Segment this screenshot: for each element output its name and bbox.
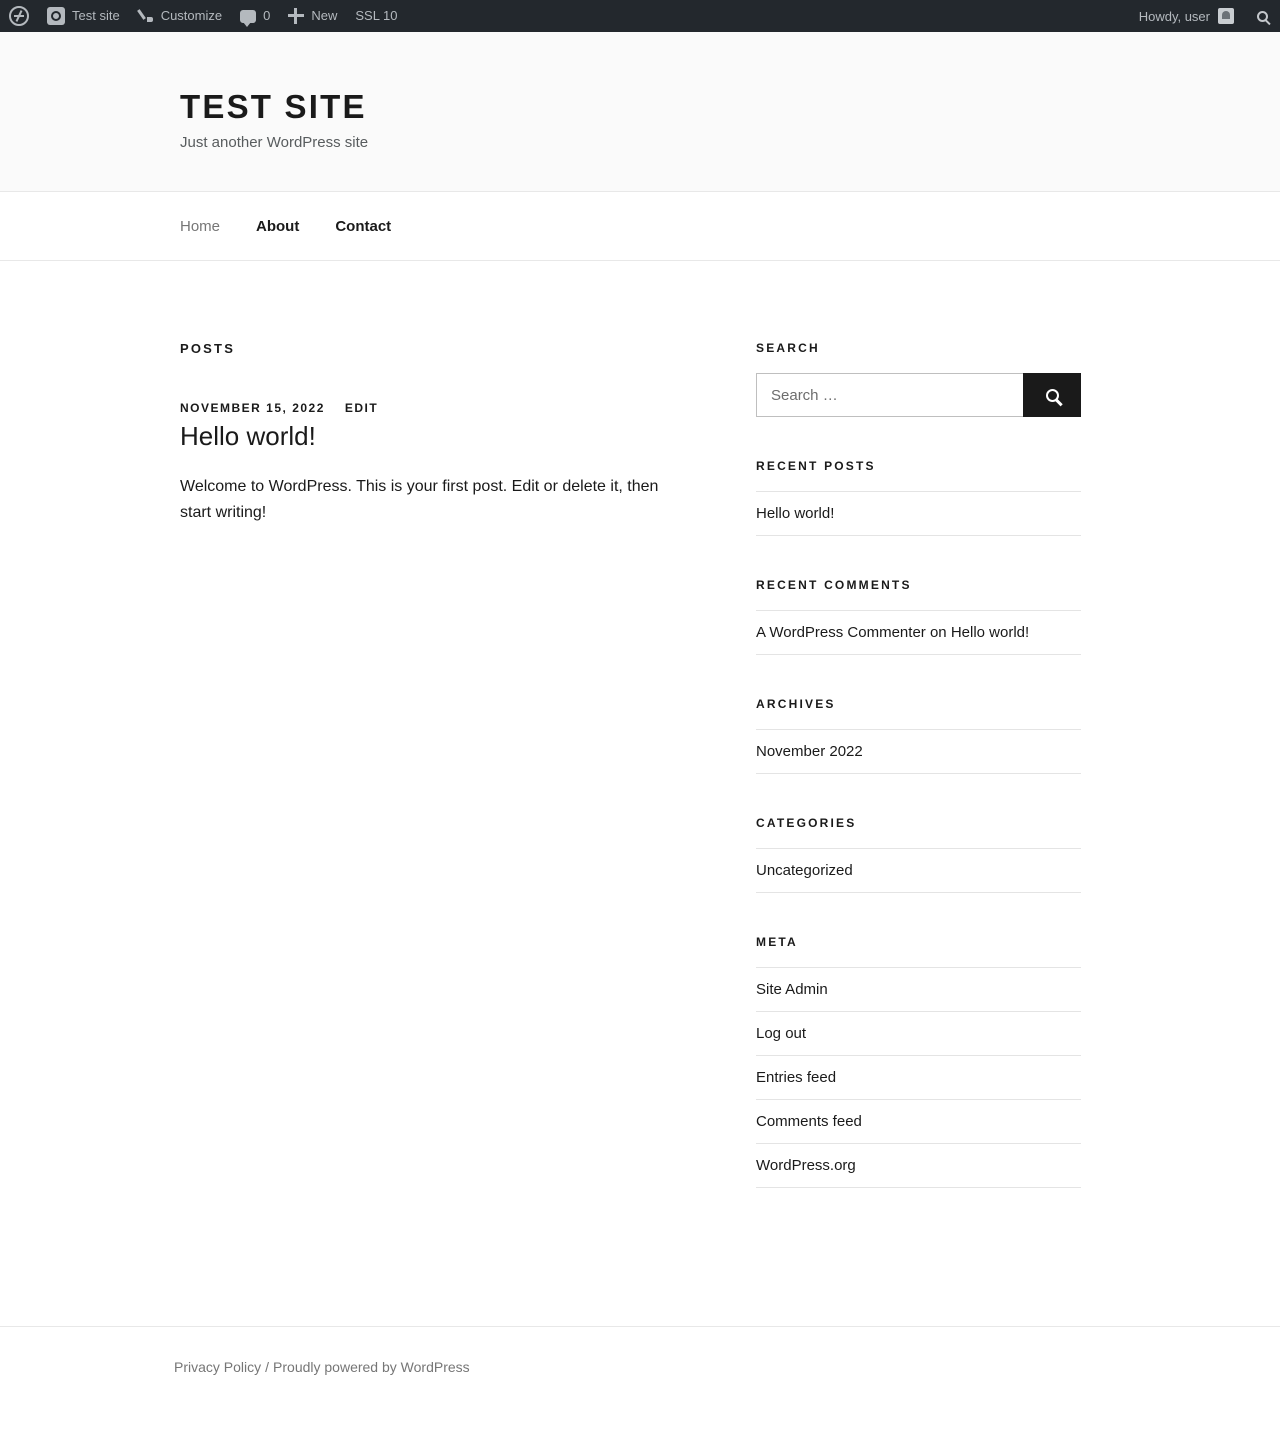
meta-link-site-admin[interactable]: Site Admin [756, 981, 828, 998]
list-item [756, 610, 1081, 655]
footer-credit-link[interactable]: Proudly powered by WordPress [273, 1359, 470, 1375]
admin-bar-right-group [1129, 0, 1280, 32]
nav-item-about[interactable]: About [256, 217, 300, 235]
admin-bar-ssl-label: SSL 10 [355, 8, 398, 23]
post-article [180, 401, 700, 527]
search-form [756, 373, 1081, 417]
widget-recent-comments-title: RECENT COMMENTS [756, 578, 912, 592]
widget-meta-title: META [756, 935, 798, 949]
admin-bar-comments-count: 0 [263, 8, 271, 23]
archive-link[interactable]: November 2022 [756, 743, 863, 760]
avatar-icon [1218, 8, 1234, 24]
widget-categories-title: CATEGORIES [756, 816, 857, 830]
site-footer [0, 1326, 1280, 1407]
sidebar [756, 341, 1081, 1230]
admin-bar-new[interactable] [279, 0, 346, 32]
comment-preposition: on [929, 624, 947, 641]
categories-list [756, 848, 1081, 893]
admin-bar-new-label: New [311, 8, 338, 23]
post-edit-link[interactable]: EDIT [344, 401, 379, 415]
list-item [756, 848, 1081, 893]
admin-bar-site-name[interactable] [38, 0, 129, 32]
widget-recent-posts [756, 459, 1081, 536]
list-item [756, 1056, 1081, 1100]
meta-link-log-out[interactable]: Log out [756, 1025, 807, 1042]
list-item [756, 729, 1081, 774]
meta-list [756, 967, 1081, 1188]
site-header [0, 32, 1280, 192]
category-link[interactable]: Uncategorized [756, 862, 853, 879]
main-column [180, 341, 700, 1230]
page-title[interactable]: TEST SITE [180, 88, 367, 125]
search-icon [1046, 389, 1059, 402]
admin-bar-comments[interactable] [231, 0, 279, 32]
recent-post-link[interactable]: Hello world! [756, 505, 835, 522]
widget-meta [756, 935, 1081, 1188]
admin-bar-search-button[interactable] [1244, 0, 1280, 32]
meta-link-wordpress-org[interactable]: WordPress.org [756, 1157, 856, 1174]
admin-bar-wp-logo[interactable] [0, 0, 38, 32]
post-excerpt: Welcome to WordPress. This is your first post. Edit or delete it, then start writing! [180, 478, 659, 522]
widget-recent-posts-title: RECENT POSTS [756, 459, 876, 473]
admin-bar [0, 0, 1280, 32]
primary-navigation [0, 192, 1280, 261]
admin-bar-customize-label: Customize [160, 8, 223, 23]
meta-link-entries-feed[interactable]: Entries feed [756, 1069, 837, 1086]
post-meta [180, 401, 700, 415]
meta-link-comments-feed[interactable]: Comments feed [756, 1113, 862, 1130]
list-item [756, 1100, 1081, 1144]
widget-search [756, 341, 1081, 417]
comment-bubble-icon [240, 10, 256, 23]
admin-bar-customize[interactable] [129, 0, 231, 32]
archives-list [756, 729, 1081, 774]
widget-archives [756, 697, 1081, 774]
site-icon [47, 7, 65, 25]
post-date-link[interactable]: NOVEMBER 15, 2022 [180, 401, 325, 415]
nav-item-contact[interactable]: Contact [335, 217, 392, 235]
widget-search-title: SEARCH [756, 341, 820, 355]
wordpress-logo-icon [9, 6, 29, 26]
nav-item-home[interactable]: Home [180, 217, 221, 235]
admin-bar-howdy-label: Howdy, user [1138, 8, 1210, 24]
comment-post-link[interactable]: Hello world! [950, 624, 1030, 641]
footer-privacy-policy-link[interactable]: Privacy Policy [174, 1359, 262, 1375]
site-description: Just another WordPress site [180, 134, 369, 151]
search-input[interactable] [756, 373, 1023, 417]
admin-bar-site-name-label: Test site [72, 8, 120, 23]
widget-recent-comments [756, 578, 1081, 655]
posts-section-label: POSTS [180, 341, 236, 356]
footer-inner [90, 1359, 1190, 1375]
admin-bar-howdy[interactable] [1129, 0, 1244, 32]
post-title[interactable]: Hello world! [180, 421, 316, 451]
list-item [756, 1144, 1081, 1188]
list-item [756, 1012, 1081, 1056]
footer-separator: / [265, 1359, 270, 1375]
admin-bar-ssl[interactable] [346, 0, 406, 32]
search-submit-button[interactable] [1023, 373, 1081, 417]
list-item [756, 491, 1081, 536]
plus-icon [288, 8, 304, 24]
content-area [90, 261, 1190, 1230]
search-icon [1257, 11, 1268, 22]
brush-icon [138, 8, 154, 24]
widget-categories [756, 816, 1081, 893]
recent-comments-list [756, 610, 1081, 655]
list-item [756, 967, 1081, 1012]
widget-archives-title: ARCHIVES [756, 697, 836, 711]
comment-author-link[interactable]: A WordPress Commenter [756, 624, 926, 641]
recent-posts-list [756, 491, 1081, 536]
